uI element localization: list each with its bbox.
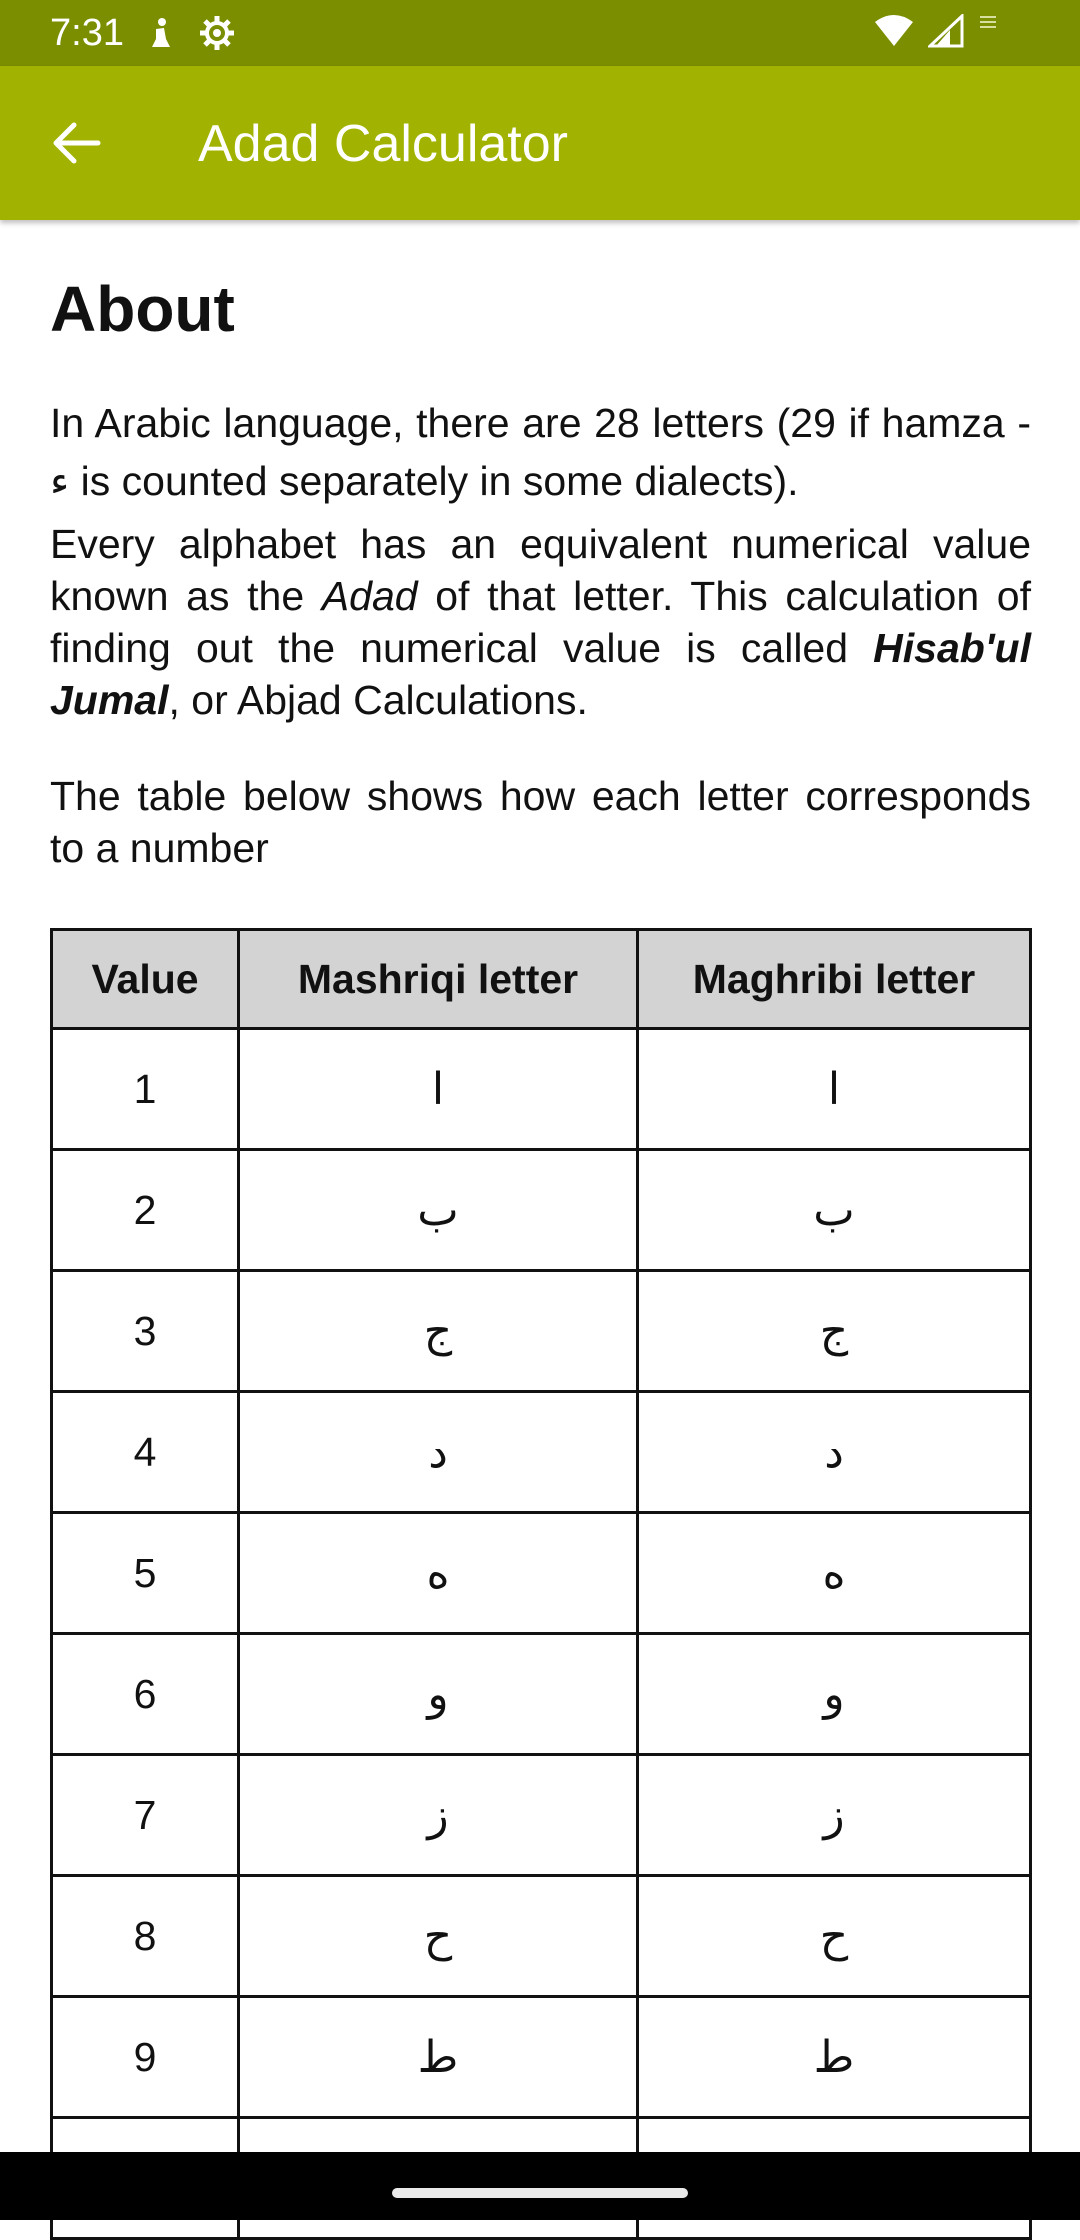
mashriqi-cell: ا [239, 1029, 638, 1150]
status-bar [0, 0, 1080, 66]
navigation-bar [0, 2152, 1080, 2220]
table-row [52, 1392, 1031, 1513]
mashriqi-cell: و [239, 1634, 638, 1755]
value-cell: 9 [52, 1997, 239, 2118]
back-arrow-icon [52, 121, 102, 165]
notification-dots-icon [978, 14, 998, 39]
table-row [52, 1997, 1031, 2118]
mashriqi-cell: ط [239, 1997, 638, 2118]
prayer-icon [148, 17, 172, 54]
signal-icon [928, 14, 964, 53]
maghribi-cell: ح [638, 1876, 1031, 1997]
status-time: 7:31 [50, 12, 124, 54]
hisab-term: Hisab'ul Jumal [50, 625, 1031, 723]
mashriqi-cell: ج [239, 1271, 638, 1392]
value-cell: 1 [52, 1029, 239, 1150]
app-title: Adad Calculator [198, 115, 568, 173]
abjad-table [50, 928, 1032, 2240]
intro-paragraph: In Arabic language, there are 28 letters (29 if hamza - ء is counted separately in some dialects). [50, 400, 1031, 504]
maghribi-cell: ب [638, 1150, 1031, 1271]
adad-term: Adad [321, 573, 418, 619]
mashriqi-cell: ز [239, 1755, 638, 1876]
mashriqi-cell: د [239, 1392, 638, 1513]
header-value: Value [52, 930, 239, 1029]
maghribi-cell: و [638, 1634, 1031, 1755]
back-button[interactable] [44, 110, 110, 176]
table-row [52, 1271, 1031, 1392]
value-cell: 2 [52, 1150, 239, 1271]
app-bar [0, 66, 1080, 220]
settings-icon [198, 14, 236, 57]
adad-paragraph-text-a: Every alphabet has an equivalent numerical value known as the [50, 521, 1031, 619]
mashriqi-cell: ه [239, 1513, 638, 1634]
table-row [52, 1029, 1031, 1150]
table-header-row [52, 930, 1031, 1029]
value-cell: 6 [52, 1634, 239, 1755]
maghribi-cell: ه [638, 1513, 1031, 1634]
header-mashriqi: Mashriqi letter [239, 930, 638, 1029]
header-maghribi: Maghribi letter [638, 930, 1031, 1029]
page-title: About [50, 273, 235, 345]
value-cell: 8 [52, 1876, 239, 1997]
value-cell: 5 [52, 1513, 239, 1634]
table-row [52, 1755, 1031, 1876]
table-row [52, 1634, 1031, 1755]
maghribi-cell: د [638, 1392, 1031, 1513]
adad-paragraph-text-b: of that letter. This calculation of finding out the numerical value is called [50, 573, 1031, 671]
value-cell: 7 [52, 1755, 239, 1876]
maghribi-cell: ج [638, 1271, 1031, 1392]
adad-paragraph-text-c: , or Abjad Calculations. [168, 677, 588, 723]
wifi-icon [874, 14, 914, 53]
about-content [50, 220, 1031, 874]
home-handle[interactable] [392, 2188, 688, 2198]
maghribi-cell: ط [638, 1997, 1031, 2118]
table-row [52, 1876, 1031, 1997]
mashriqi-cell: ح [239, 1876, 638, 1997]
value-cell: 3 [52, 1271, 239, 1392]
mashriqi-cell: ب [239, 1150, 638, 1271]
adad-paragraph [50, 518, 1031, 726]
table-row [52, 1513, 1031, 1634]
table-intro-paragraph: The table below shows how each letter corresponds to a number [50, 773, 1031, 871]
table-row [52, 1150, 1031, 1271]
maghribi-cell: ا [638, 1029, 1031, 1150]
maghribi-cell: ز [638, 1755, 1031, 1876]
value-cell: 4 [52, 1392, 239, 1513]
